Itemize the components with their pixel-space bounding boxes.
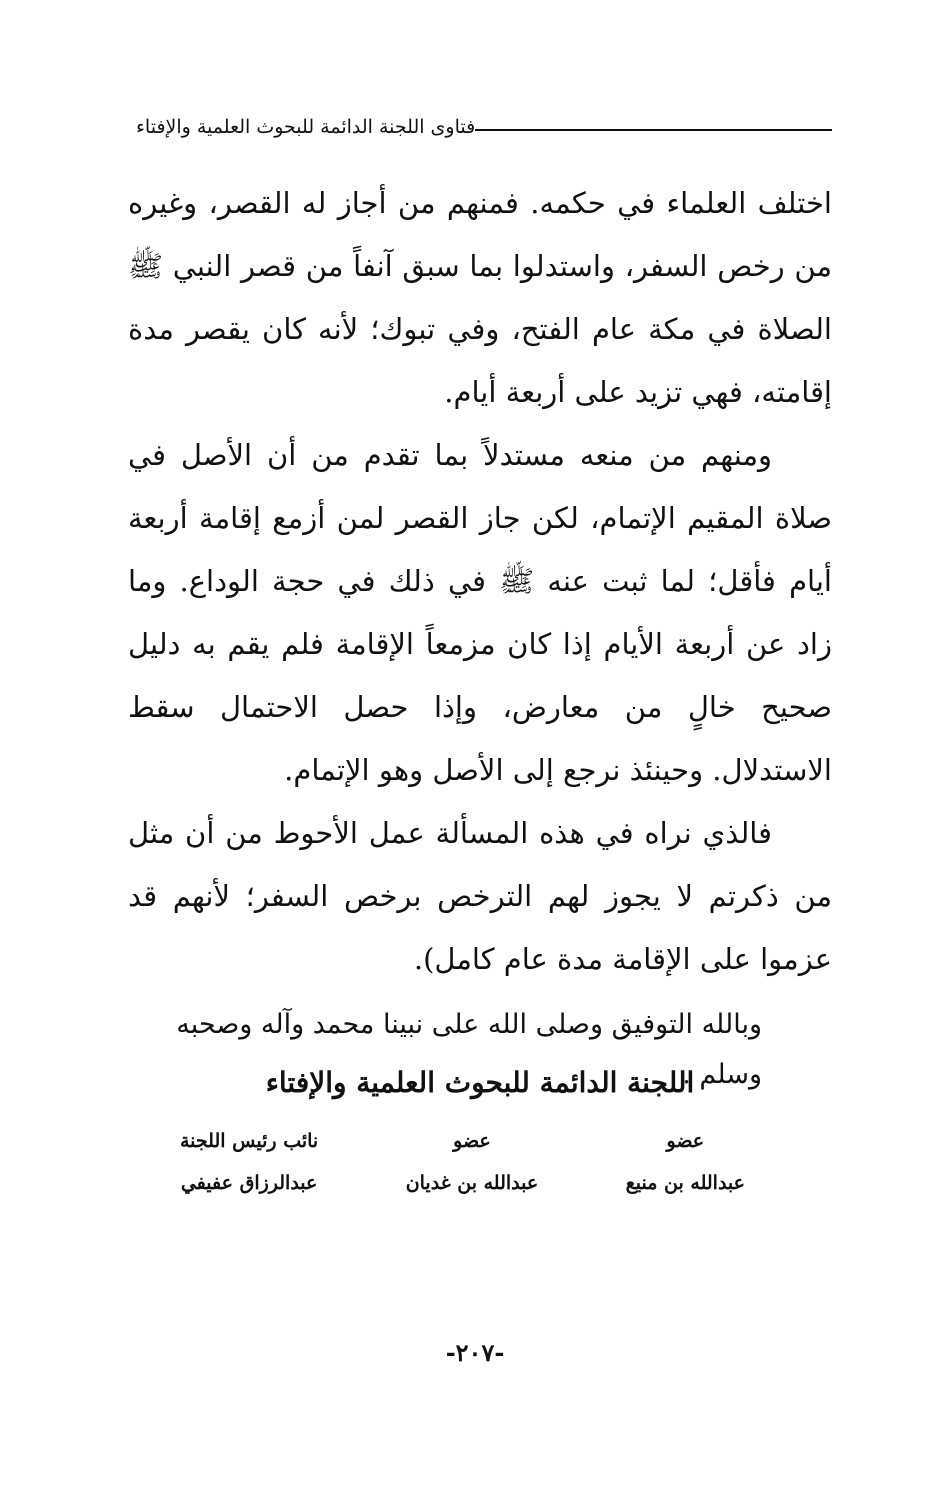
signatory-1 (626, 1120, 745, 1204)
running-header (128, 110, 832, 144)
paragraph-1: اختلف العلماء في حكمه. فمنهم من أجاز له القصر، وغيره من رخص السفر، واستدلوا بما سبق آنفاً من قصر النبي ﷺ الصلاة في مكة عام الفتح، وفي تبوك؛ لأنه كان يقصر مدة إقامته، فهي تزيد على أربعة أيام. (128, 186, 832, 409)
paragraph-3: فالذي نراه في هذه المسألة عمل الأحوط من أن مثل من ذكرتم لا يجوز لهم الترخص برخص السفر؛ لأنهم قد عزموا على الإقامة مدة عام كامل). (128, 816, 832, 976)
signatory-name: عبدالله بن غديان (405, 1172, 539, 1194)
page-number: -٢٠٧- (445, 1338, 505, 1367)
signatory-3 (180, 1120, 318, 1204)
signatory-2 (406, 1120, 539, 1204)
signatory-role: نائب رئيس اللجنة (180, 1130, 319, 1152)
header-rule (475, 129, 832, 131)
signatory-role: عضو (666, 1130, 705, 1152)
paragraph-2: ومنهم من منعه مستدلاً بما تقدم من أن الأصل في صلاة المقيم الإتمام، لكن جاز القصر لمن أزمع إقامة أربعة أيام فأقل؛ لما ثبت عنه ﷺ في ذلك في حجة الوداع. وما زاد عن أربعة الأيام إذا كان مزمعاً الإقامة فلم يقم به دليل صحيح خالٍ من معارض، وإذا حصل الاحتمال سقط الاستدلال. وحينئذ نرجع إلى الأصل وهو الإتمام. (128, 438, 833, 787)
signatory-role: عضو (453, 1130, 491, 1152)
committee-name: اللجنة الدائمة للبحوث العلمية والإفتاء (265, 1066, 695, 1099)
signatory-name: عبدالله بن منيع (625, 1172, 745, 1194)
signatory-name: عبدالرزاق عفيفي (180, 1172, 318, 1194)
signatories (180, 1120, 745, 1204)
header-title: فتاوى اللجنة الدائمة للبحوث العلمية والإفتاء (136, 116, 476, 138)
body-text (128, 172, 832, 991)
closing-line: وبالله التوفيق وصلى الله على نبينا محمد وآله وصحبه وسلم . (176, 1009, 762, 1090)
